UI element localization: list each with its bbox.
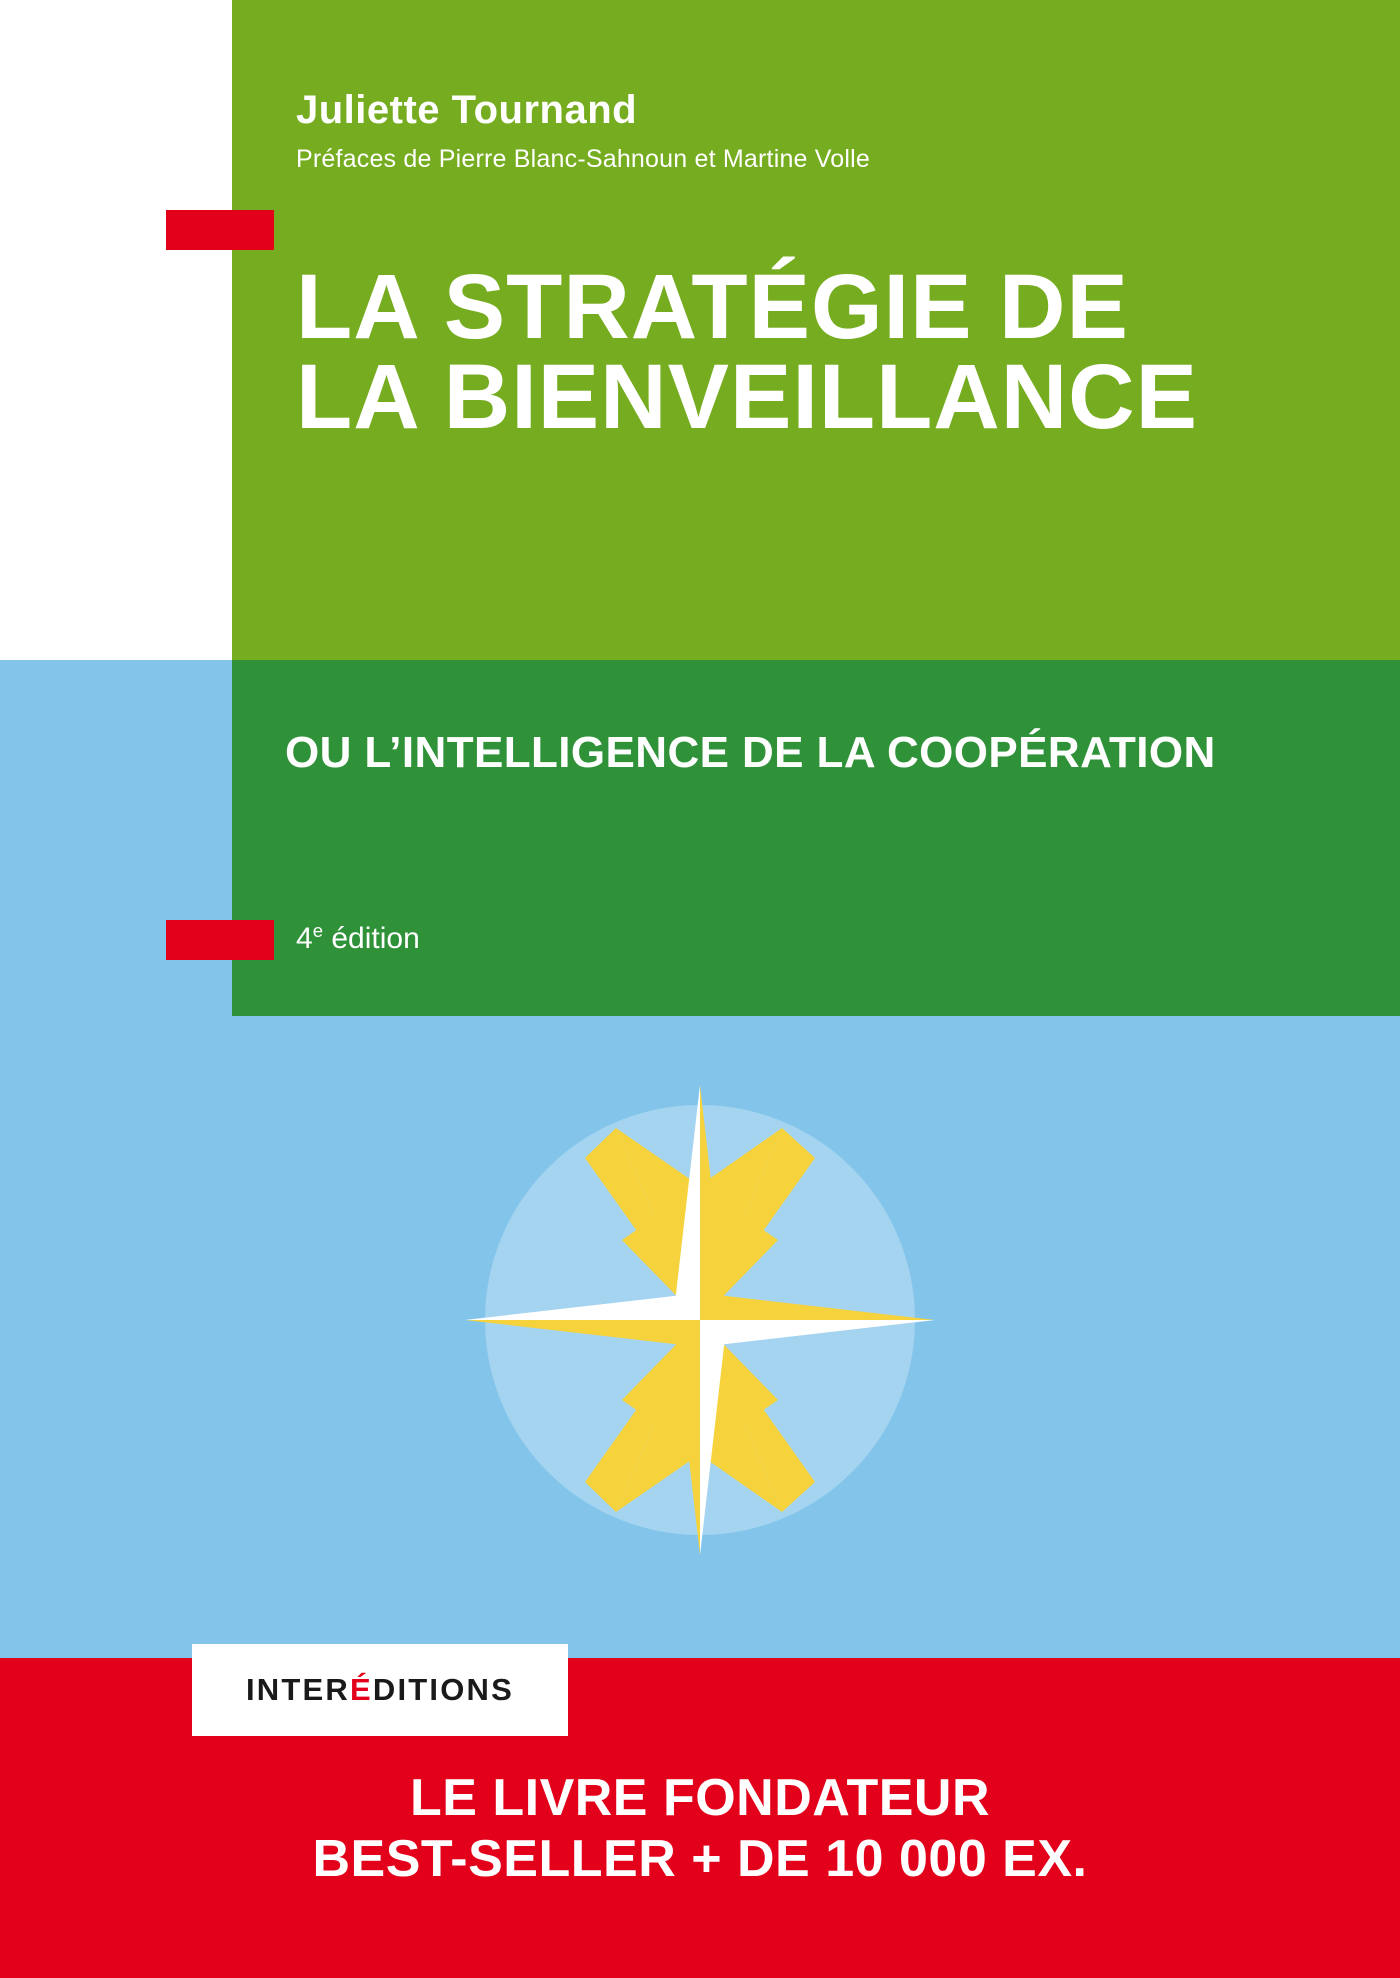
red-accent-bar-edition bbox=[166, 920, 274, 960]
edition-word: édition bbox=[331, 922, 420, 955]
publisher-suffix: DITIONS bbox=[372, 1672, 515, 1707]
edition-mention bbox=[296, 920, 420, 956]
white-block-left bbox=[0, 0, 232, 660]
promo-banner bbox=[0, 1768, 1400, 1891]
prefaces-credit: Préfaces de Pierre Blanc-Sahnoun et Martine Volle bbox=[296, 145, 871, 173]
promo-banner-line-2: BEST-SELLER + DE 10 000 EX. bbox=[312, 1830, 1088, 1889]
edition-suffix: e bbox=[312, 920, 324, 941]
publisher-logo-text bbox=[246, 1672, 514, 1708]
promo-banner-line-1: LE LIVRE FONDATEUR bbox=[409, 1769, 991, 1827]
book-subtitle: OU L’INTELLIGENCE DE LA COOPÉRATION bbox=[285, 728, 1216, 777]
title-line-1: LA STRATÉGIE DE bbox=[296, 256, 1129, 358]
publisher-logo bbox=[192, 1644, 568, 1736]
red-accent-bar-title bbox=[166, 210, 274, 250]
publisher-prefix: INTER bbox=[245, 1672, 350, 1707]
title-line-2: LA BIENVEILLANCE bbox=[296, 346, 1198, 449]
green-subtitle-block bbox=[232, 660, 1400, 1016]
compass-rose-icon bbox=[430, 1040, 970, 1600]
compass-cardinal-points bbox=[465, 1085, 935, 1555]
author-name: Juliette Tournand bbox=[296, 88, 638, 132]
publisher-accent-letter: É bbox=[349, 1672, 373, 1707]
book-title bbox=[296, 256, 1366, 449]
edition-number: 4 bbox=[296, 922, 313, 955]
